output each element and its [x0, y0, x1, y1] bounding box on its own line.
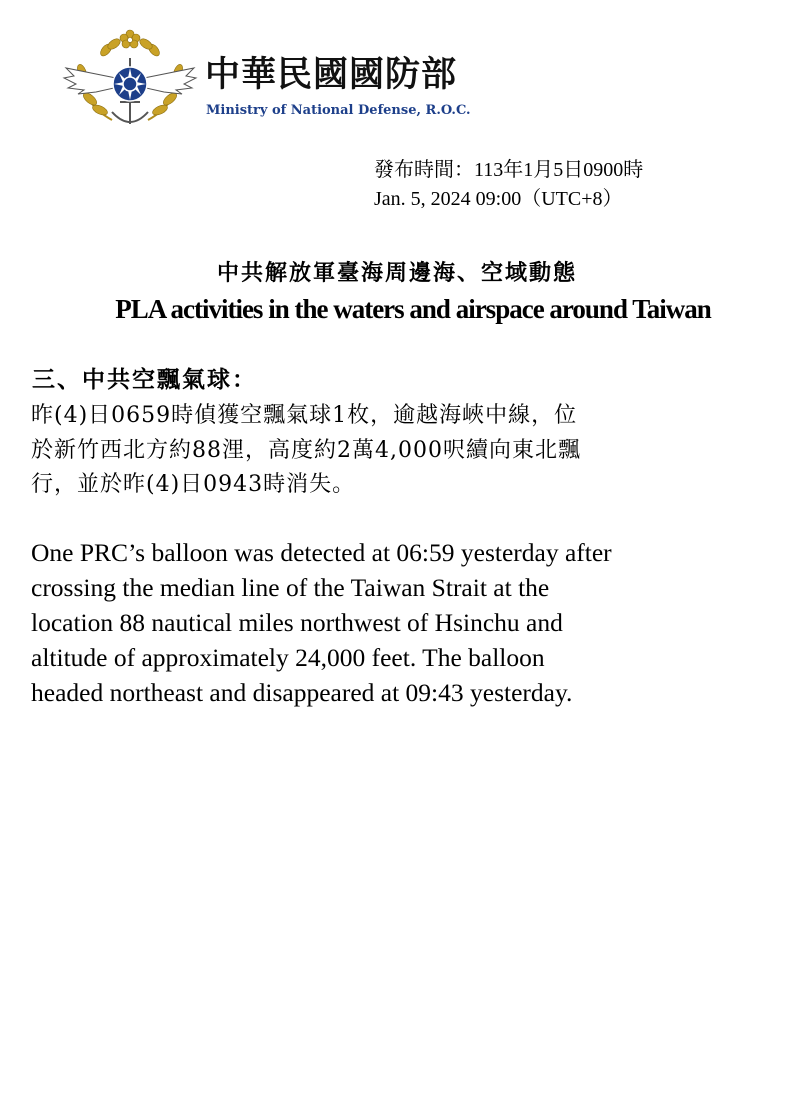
body-text-zh-line: 行，並於昨(4)日0943時消失。 [31, 472, 356, 497]
org-name-zh: 中華民國國防部 [205, 55, 458, 95]
release-time-en: Jan. 5, 2024 09:00（UTC+8） [374, 188, 623, 210]
org-name-en: Ministry of National Defense, R.O.C. [206, 103, 471, 118]
document-title-en: PLA activities in the waters and airspace around Taiwan [115, 294, 711, 324]
body-text-en-line: One PRC’s balloon was detected at 06:59 yesterday after [31, 538, 612, 567]
plum-blossom-icon [120, 30, 140, 48]
mnd-emblem-logo [60, 28, 200, 140]
body-text-zh-line: 於新竹西北方約88浬，高度約2萬4,000呎續向東北飄 [31, 438, 581, 463]
body-text-zh-line: 昨(4)日0659時偵獲空飄氣球1枚，逾越海峽中線，位 [31, 403, 578, 428]
release-time-zh: 發布時間：113年1月5日0900時 [374, 159, 644, 181]
section-heading: 三、中共空飄氣球： [32, 367, 257, 393]
body-text-en-line: location 88 nautical miles northwest of Hsinchu and [31, 608, 563, 637]
body-text-en-line: headed northeast and disappeared at 09:43 yesterday. [31, 678, 573, 707]
sun-emblem-icon [113, 67, 147, 101]
document-title-zh: 中共解放軍臺海周邊海、空域動態 [216, 261, 577, 286]
release-time [374, 156, 643, 214]
body-text-en-line: altitude of approximately 24,000 feet. The balloon [31, 643, 545, 672]
body-text-en-line: crossing the median line of the Taiwan Strait at the [31, 573, 550, 602]
